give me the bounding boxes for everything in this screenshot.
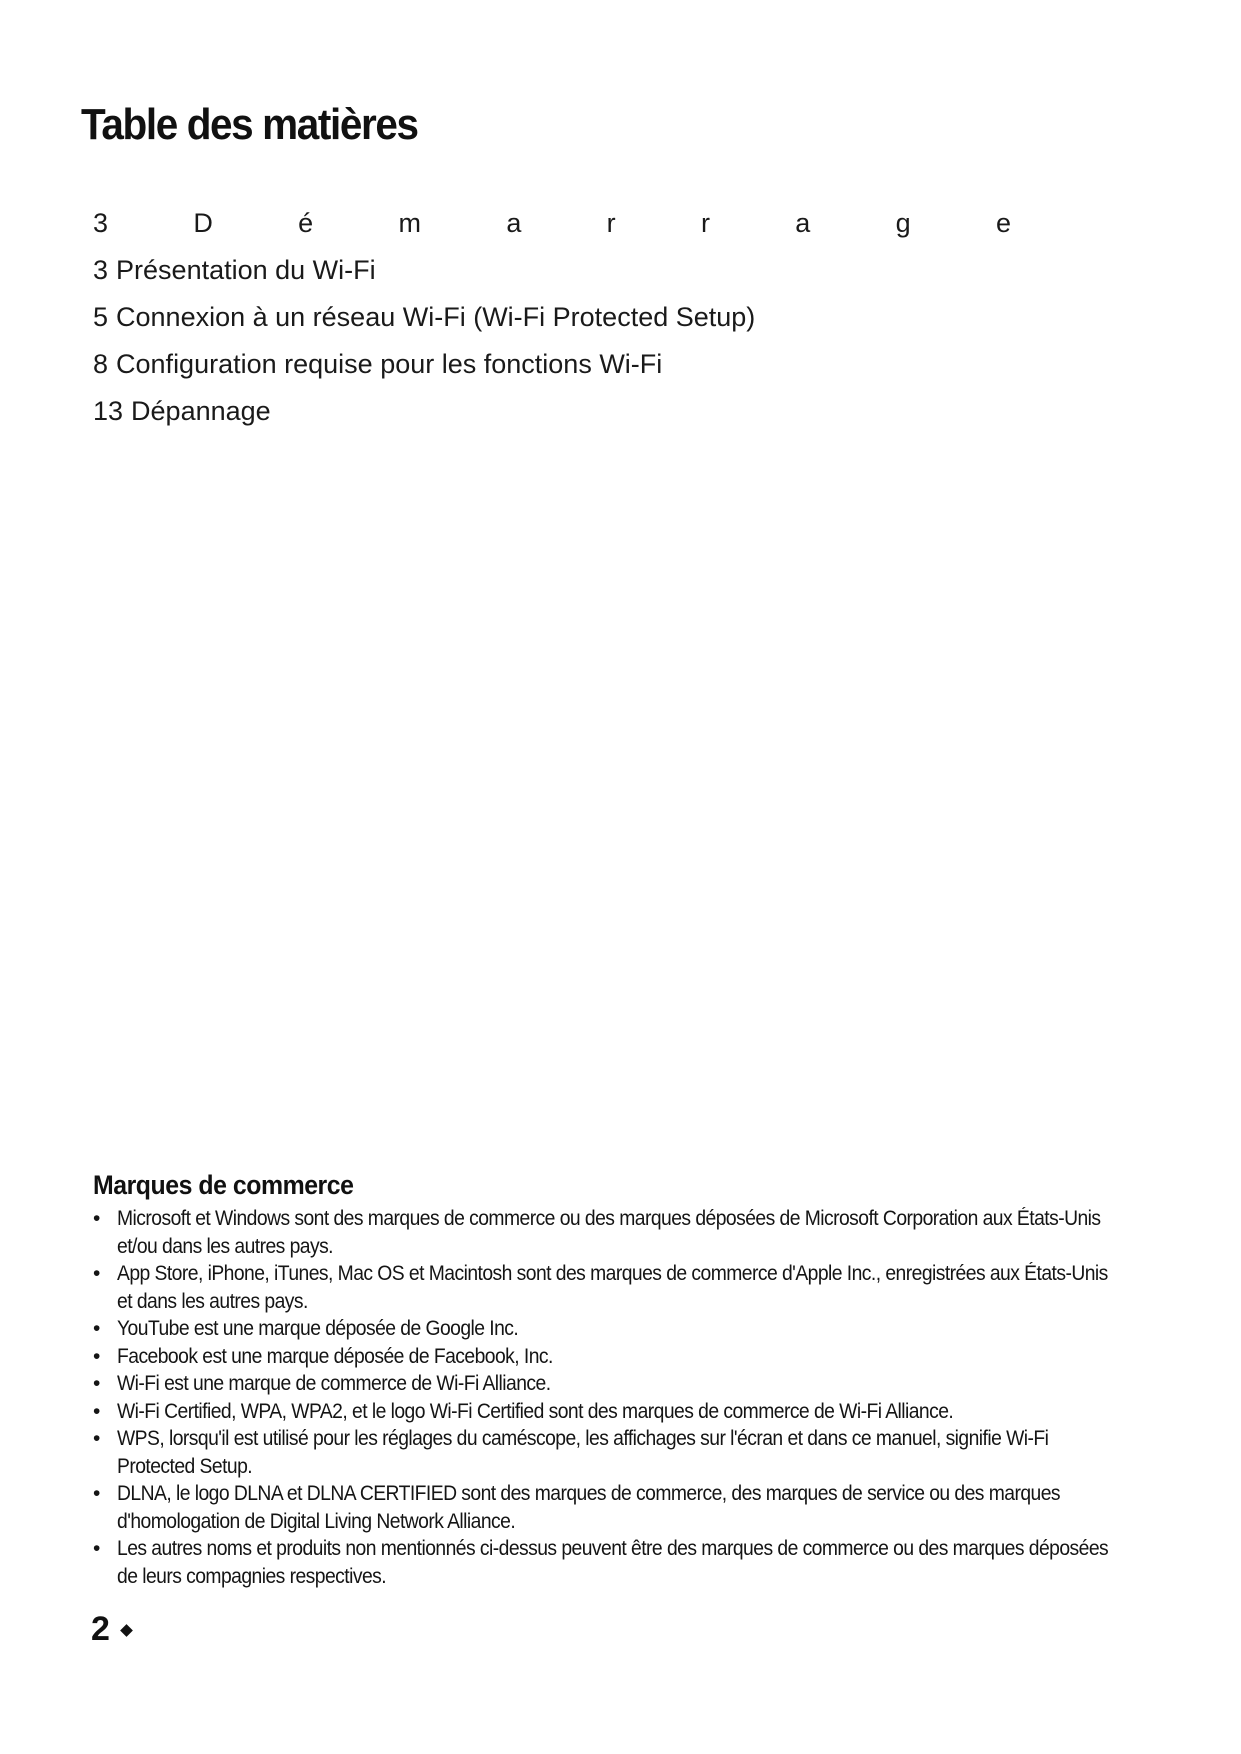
toc-spaced-char: a: [506, 208, 522, 238]
trademark-text: App Store, iPhone, iTunes, Mac OS et Macintosh sont des marques de commerce d'Apple Inc., enregistrées aux États-Unis et dans les autres pays.: [117, 1262, 1108, 1313]
list-item: [93, 1480, 1093, 1535]
trademark-text: Microsoft et Windows sont des marques de commerce ou des marques déposées de Microsoft Corporation aux États-Unis et/ou dans les autres pays.: [117, 1207, 1101, 1258]
toc-spaced-char: g: [895, 208, 911, 238]
toc-entry[interactable]: [93, 388, 1043, 435]
trademark-text: Wi-Fi est une marque de commerce de Wi-Fi Alliance.: [117, 1372, 551, 1395]
toc-spaced-char: 3: [93, 208, 109, 238]
toc-entry[interactable]: [93, 294, 1043, 341]
toc-entry-demarrage[interactable]: [93, 200, 1043, 247]
trademarks-heading: Marques de commerce: [93, 1170, 354, 1200]
trademark-text: YouTube est une marque déposée de Google Inc.: [117, 1317, 519, 1340]
trademarks-list: [93, 1205, 1109, 1590]
toc-page-number: 5: [93, 302, 109, 332]
bullet-icon: •: [93, 1372, 100, 1395]
toc-page-number: 13: [93, 396, 124, 426]
list-item: [93, 1370, 1093, 1398]
toc-spaced-char: r: [606, 208, 616, 238]
list-item: [93, 1343, 1093, 1371]
list-item: [93, 1205, 1101, 1260]
toc-entry[interactable]: [93, 247, 1043, 294]
table-of-contents: [93, 200, 1043, 435]
toc-page-number: 8: [93, 349, 109, 379]
bullet-icon: •: [93, 1344, 100, 1368]
toc-spaced-char: r: [700, 208, 710, 238]
bullet-icon: •: [93, 1262, 100, 1285]
bullet-icon: •: [93, 1207, 100, 1230]
page-number: 2: [91, 1610, 110, 1648]
page-title: Table des matières: [81, 100, 418, 149]
list-item: [93, 1535, 1109, 1590]
list-item: [93, 1260, 1108, 1315]
toc-entry-label: Connexion à un réseau Wi-Fi (Wi-Fi Protected Setup): [116, 302, 756, 332]
toc-entry-label: Dépannage: [131, 396, 271, 426]
trademark-text: DLNA, le logo DLNA et DLNA CERTIFIED sont des marques de commerce, des marques de service ou des marques d'homologation de Digital Living Network Alliance.: [117, 1482, 1061, 1533]
toc-entry[interactable]: [93, 341, 1043, 388]
list-item: [93, 1425, 1093, 1480]
diamond-icon: [120, 1624, 133, 1637]
bullet-icon: •: [93, 1482, 100, 1505]
bullet-icon: •: [93, 1317, 100, 1340]
bullet-icon: •: [93, 1427, 100, 1450]
trademark-text: WPS, lorsqu'il est utilisé pour les réglages du caméscope, les affichages sur l'écran et dans ce manuel, signifie Wi-Fi Protected Setup.: [117, 1427, 1049, 1478]
toc-entry-spaced-text: [93, 200, 1011, 247]
toc-spaced-char: a: [795, 208, 811, 238]
toc-spaced-char: é: [298, 208, 314, 238]
list-item: [93, 1315, 1093, 1343]
toc-spaced-char: e: [995, 208, 1011, 238]
bullet-icon: •: [93, 1399, 100, 1423]
toc-entry-label: Présentation du Wi-Fi: [116, 255, 376, 285]
toc-entry-label: Configuration requise pour les fonctions Wi-Fi: [116, 349, 663, 379]
toc-spaced-char: m: [398, 208, 421, 238]
bullet-icon: •: [93, 1537, 100, 1560]
page-footer: [91, 1610, 131, 1649]
toc-page-number: 3: [93, 255, 109, 285]
trademark-text: Facebook est une marque déposée de Facebook, Inc.: [117, 1344, 553, 1368]
toc-spaced-char: D: [193, 208, 213, 238]
trademark-text: Les autres noms et produits non mentionnés ci-dessus peuvent être des marques de commerce ou des marques déposées de leurs compagnies respectives.: [117, 1537, 1109, 1588]
trademark-text: Wi-Fi Certified, WPA, WPA2, et le logo Wi-Fi Certified sont des marques de commerce de Wi-Fi Alliance.: [117, 1399, 954, 1423]
trademarks-section: [93, 1170, 1109, 1590]
list-item: [93, 1398, 1093, 1426]
